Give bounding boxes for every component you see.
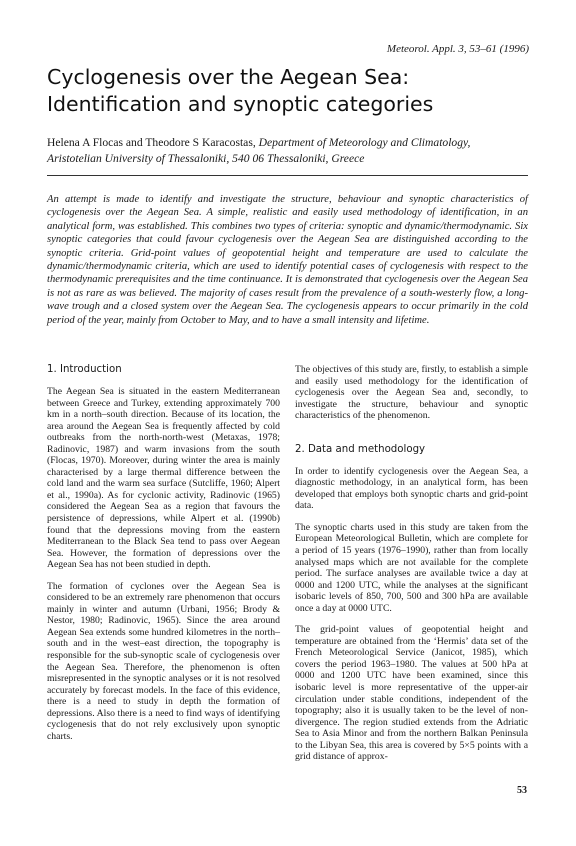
body-paragraph: The synoptic charts used in this study are taken from the European Meteorological Bulletin, which are complete for a period of 15 years (1976–1990), rather than from locally analysed maps which are not available for the complete period. The surface analyses are available twice a day at 0000 and 1200 UTC, while the analyses at the significant isobaric levels of 850, 700, 500 and 300 hPa are available once a day at 0000 UTC.	[295, 521, 528, 614]
author-names: Helena A Flocas and Theodore S Karacostas,	[47, 136, 256, 149]
left-column	[47, 364, 280, 742]
section-heading-introduction: 1. Introduction	[47, 364, 122, 375]
abstract: An attempt is made to identify and investigate the structure, behaviour and synoptic characteristics of cyclogenesis over the Aegean Sea. A simple, realistic and easily used methodology of identification, in an analytical form, was established. This combines two types of criteria: synoptic and dynamic/thermodynamic. Six synoptic categories that could favour cyclogenesis over the Aegean Sea are distinguished according to the synoptic criteria. Grid-point values of geopotential height and temperature are used to calculate the dynamic/thermodynamic criteria, which are used to identify potential cases of cyclogenesis with respect to the thermodynamic prerequisites and the time continuance. It is demonstrated that cyclogenesis over the Aegean Sea is not as rare as was believed. The majority of cases result from the prevalence of a south-westerly flow, a long-wave trough and a closed system over the Aegean Sea. The cyclogenesis appears to occur primarily in the cold period of the year, mainly from October to May, and to have a small intensity and lifetime.	[47, 194, 528, 326]
header-divider	[47, 175, 528, 176]
right-column	[295, 364, 528, 763]
body-paragraph: The formation of cyclones over the Aegean Sea is considered to be an extremely rare phenomenon that occurs mainly in winter and autumn (Urbani, 1956; Brody & Nestor, 1980; Radinovic, 1965). Since the area around Aegean Sea extends some hundred kilometres in the north–south and in the west–east direction, the topography is responsible for the sub-synoptic scale of cyclogenesis over the Aegean Sea. Therefore, the phenomenon is often misrepresented in the synoptic analyses or it is not resolved accurately by forecast models. In the face of this evidence, there is a need to study in depth the formation of depressions. Also there is a need to find ways of identifying cyclogenesis that do not rely exclusively upon synoptic charts.	[47, 580, 280, 742]
section-heading-data-methodology: 2. Data and methodology	[295, 443, 426, 455]
author-block	[47, 135, 527, 167]
paper-title: Cyclogenesis over the Aegean Sea: Identification and synoptic categories	[47, 65, 434, 116]
page-number: 53	[517, 785, 527, 796]
body-paragraph: The objectives of this study are, firstly, to establish a simple and easily used methodology for the identification of cyclogenesis over the Aegean Sea and, secondly, to investigate the structure, behaviour and synoptic characteristics of the phenomenon.	[295, 364, 528, 422]
author-affiliation: Department of Meteorology and Climatology, Aristotelian University of Thessaloniki, 540 06 Thessaloniki, Greece	[47, 136, 471, 165]
body-paragraph: In order to identify cyclogenesis over the Aegean Sea, a diagnostic methodology, in an analytical form, has been developed that employs both synoptic charts and grid-point data.	[295, 465, 528, 512]
body-paragraph: The grid-point values of geopotential height and temperature are obtained from the ‘Hermis’ data set of the French Meteorological Service (Janicot, 1985), which covers the period 1963–1980. The values at 500 hPa at 0000 and 1200 UTC have been examined, since this isobaric level is more representative of the upper-air circulation under stable conditions, independent of the topography; also it is usually taken to be the level of non-divergence. The region studied extends from the Adriatic Sea to Asia Minor and from the northern Balkan Peninsula to the Libyan Sea, this area is covered by 5×5 points with a grid distance of approx-	[295, 624, 528, 763]
body-paragraph: The Aegean Sea is situated in the eastern Mediterranean between Greece and Turkey, extending approximately 700 km in a north–south direction. Because of its location, the area around the Aegean Sea is frequently affected by cold outbreaks from the north-north-west (Metaxas, 1978; Radinovic, 1987) and warm invasions from the south (Flocas, 1970). Moreover, during winter the area is mainly characterised by a large thermal difference between the cold land and the warm sea surface (Sutcliffe, 1960; Alpert et al., 1990a). As for cyclonic activity, Radinovic (1965) considered the Aegean Sea as a region that favours the persistence of depressions, while Alpert et al. (1990b) found that the depressions moving from the eastern Mediterranean to the Black Sea tend to pass over Aegean Sea. However, the formation of depressions over the Aegean Sea has not been studied in depth.	[47, 386, 280, 571]
journal-reference: Meteorol. Appl. 3, 53–61 (1996)	[386, 43, 529, 55]
